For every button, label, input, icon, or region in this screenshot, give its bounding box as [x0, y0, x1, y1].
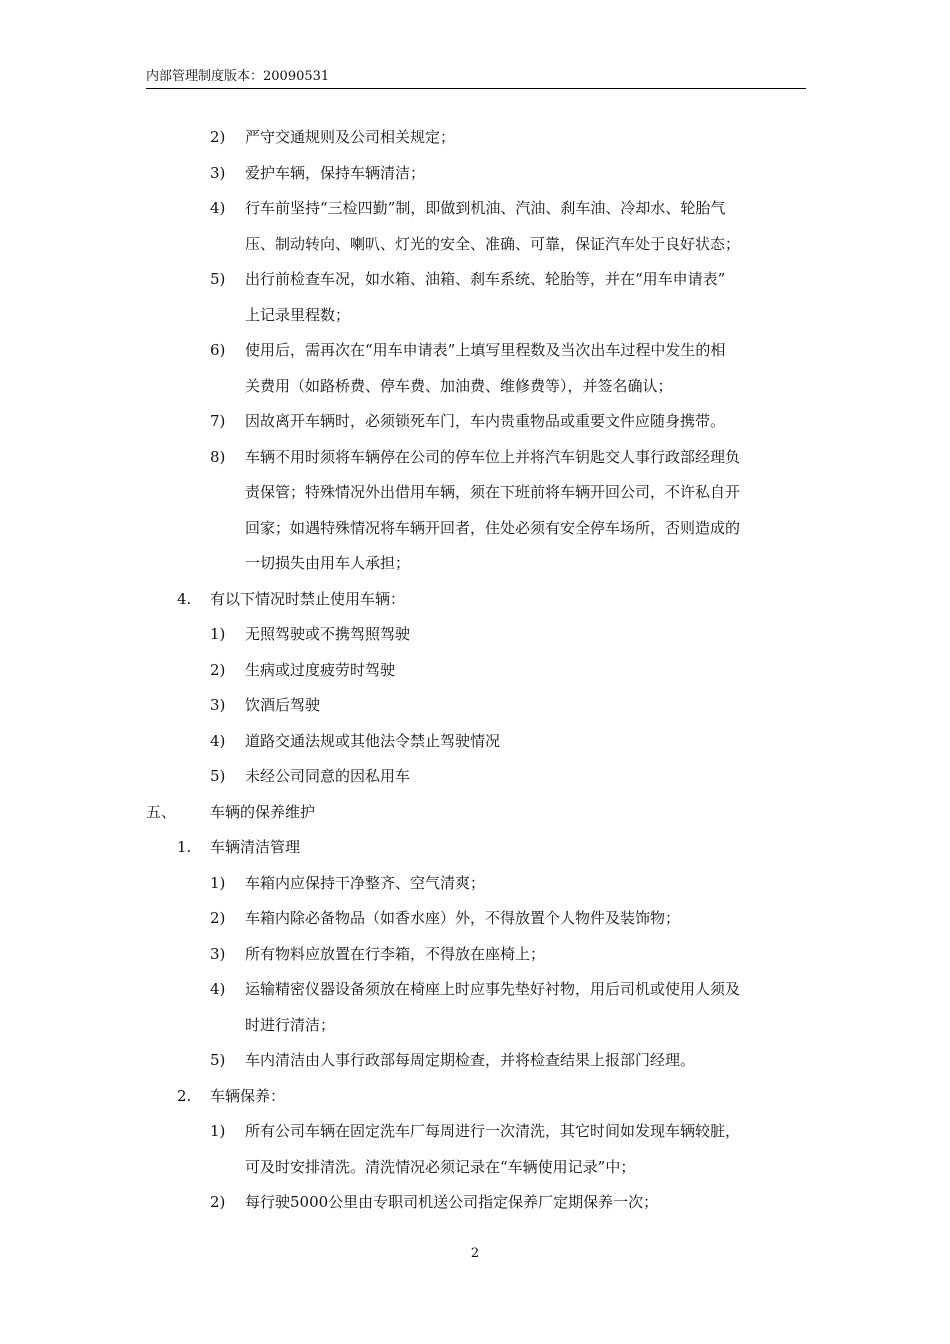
- list-item: [0, 191, 950, 227]
- list-item: [0, 937, 950, 973]
- item-number: 6): [210, 341, 226, 359]
- document-body: [0, 120, 950, 1221]
- list-item: [0, 156, 950, 192]
- list-item: [0, 759, 950, 795]
- item-text: 爱护车辆，保持车辆清洁；: [245, 163, 426, 182]
- item-number: 2): [210, 909, 226, 927]
- list-item: [0, 688, 950, 724]
- item-text: 可及时安排清洗。清洗情况必须记录在“车辆使用记录”中；: [245, 1157, 636, 1176]
- item-text: 出行前检查车况，如水箱、油箱、刹车系统、轮胎等，并在“用车申请表”: [245, 270, 726, 288]
- item-text: 生病或过度疲劳时驾驶: [245, 660, 396, 679]
- list-item: [0, 653, 950, 689]
- item-text: 车辆不用时须将车辆停在公司的停车位上并将汽车钥匙交人事行政部经理负: [245, 447, 741, 466]
- item-number: 3): [210, 696, 226, 714]
- list-item: [0, 369, 950, 405]
- item-number: 8): [210, 447, 226, 466]
- item-number: 5): [210, 270, 226, 288]
- item-number: 1.: [177, 838, 192, 856]
- item-text: 因故离开车辆时，必须锁死车门，车内贵重物品或重要文件应随身携带。: [245, 412, 726, 430]
- item-number: 1): [210, 1122, 226, 1140]
- item-text: 运输精密仪器设备须放在椅座上时应事先垫好衬物，用后司机或使用人须及: [245, 980, 741, 998]
- item-text: 车辆的保养维护: [210, 802, 316, 821]
- item-text: 压、制动转向、喇叭、灯光的安全、准确、可靠，保证汽车处于良好状态；: [245, 234, 741, 253]
- item-text: 责保管；特殊情况外出借用车辆，须在下班前将车辆开回公司，不许私自开: [245, 483, 741, 501]
- list-item: [0, 617, 950, 653]
- list-item: [0, 120, 950, 156]
- item-text: 每行驶5000公里由专职司机送公司指定保养厂定期保养一次；: [245, 1193, 659, 1211]
- item-number: 五、: [146, 802, 177, 821]
- list-item: [0, 298, 950, 334]
- list-item: [0, 262, 950, 298]
- item-text: 无照驾驶或不携驾照驾驶: [245, 625, 411, 643]
- item-text: 未经公司同意的因私用车: [245, 767, 411, 785]
- list-item: [0, 1043, 950, 1079]
- header-text: 内部管理制度版本：20090531: [146, 69, 330, 84]
- item-text: 行车前坚持“三检四勤”制，即做到机油、汽油、刹车油、冷却水、轮胎气: [245, 199, 726, 217]
- item-text: 所有公司车辆在固定洗车厂每周进行一次清洗，其它时间如发现车辆较脏，: [245, 1122, 741, 1140]
- item-number: 2): [210, 660, 226, 679]
- item-text: 车内清洁由人事行政部每周定期检查，并将检查结果上报部门经理。: [245, 1051, 696, 1069]
- item-number: 4.: [177, 589, 192, 608]
- item-number: 4): [210, 199, 226, 217]
- list-item: [0, 972, 950, 1008]
- item-text: 车箱内除必备物品（如香水座）外，不得放置个人物件及装饰物；: [245, 909, 681, 927]
- list-item: [0, 1114, 950, 1150]
- item-text: 关费用（如路桥费、停车费、加油费、维修费等），并签名确认；: [245, 376, 673, 395]
- page-number: 2: [470, 1246, 480, 1261]
- list-item: [0, 724, 950, 760]
- item-text: 使用后，需再次在“用车申请表”上填写里程数及当次出车过程中发生的相: [245, 341, 726, 359]
- list-item: [0, 404, 950, 440]
- list-item: [0, 440, 950, 476]
- item-number: 2): [210, 128, 226, 146]
- item-number: 4): [210, 731, 226, 750]
- item-text: 严守交通规则及公司相关规定；: [245, 128, 456, 146]
- list-item: [0, 830, 950, 866]
- list-item: [0, 1008, 950, 1044]
- item-number: 2): [210, 1193, 226, 1211]
- list-item: [0, 1150, 950, 1186]
- document-header: [146, 66, 806, 89]
- list-item: [0, 1079, 950, 1115]
- item-text: 一切损失由用车人承担；: [245, 554, 411, 572]
- list-item: [0, 582, 950, 618]
- list-item: [0, 866, 950, 902]
- item-number: 2.: [177, 1086, 192, 1105]
- item-number: 5): [210, 1051, 226, 1069]
- item-text: 车辆清洁管理: [210, 838, 301, 856]
- item-number: 1): [210, 873, 226, 892]
- list-item: [0, 546, 950, 582]
- item-text: 回家；如遇特殊情况将车辆开回者，住处必须有安全停车场所，否则造成的: [245, 518, 741, 537]
- list-item: [0, 1185, 950, 1221]
- list-item: [0, 333, 950, 369]
- list-item: [0, 511, 950, 547]
- list-item: [0, 795, 950, 831]
- item-text: 上记录里程数；: [245, 305, 351, 324]
- list-item: [0, 475, 950, 511]
- item-text: 所有物料应放置在行李箱，不得放在座椅上；: [245, 944, 546, 963]
- item-number: 1): [210, 625, 226, 643]
- item-number: 5): [210, 767, 226, 785]
- item-text: 车辆保养：: [210, 1086, 286, 1105]
- item-text: 有以下情况时禁止使用车辆：: [210, 589, 406, 608]
- list-item: [0, 901, 950, 937]
- item-number: 7): [210, 412, 226, 430]
- item-number: 4): [210, 980, 226, 998]
- list-item: [0, 227, 950, 263]
- item-text: 饮酒后驾驶: [245, 696, 321, 714]
- item-text: 时进行清洁；: [245, 1015, 336, 1034]
- item-text: 道路交通法规或其他法令禁止驾驶情况: [245, 731, 501, 750]
- item-number: 3): [210, 163, 226, 182]
- item-text: 车箱内应保持干净整齐、空气清爽；: [245, 873, 486, 892]
- item-number: 3): [210, 944, 226, 963]
